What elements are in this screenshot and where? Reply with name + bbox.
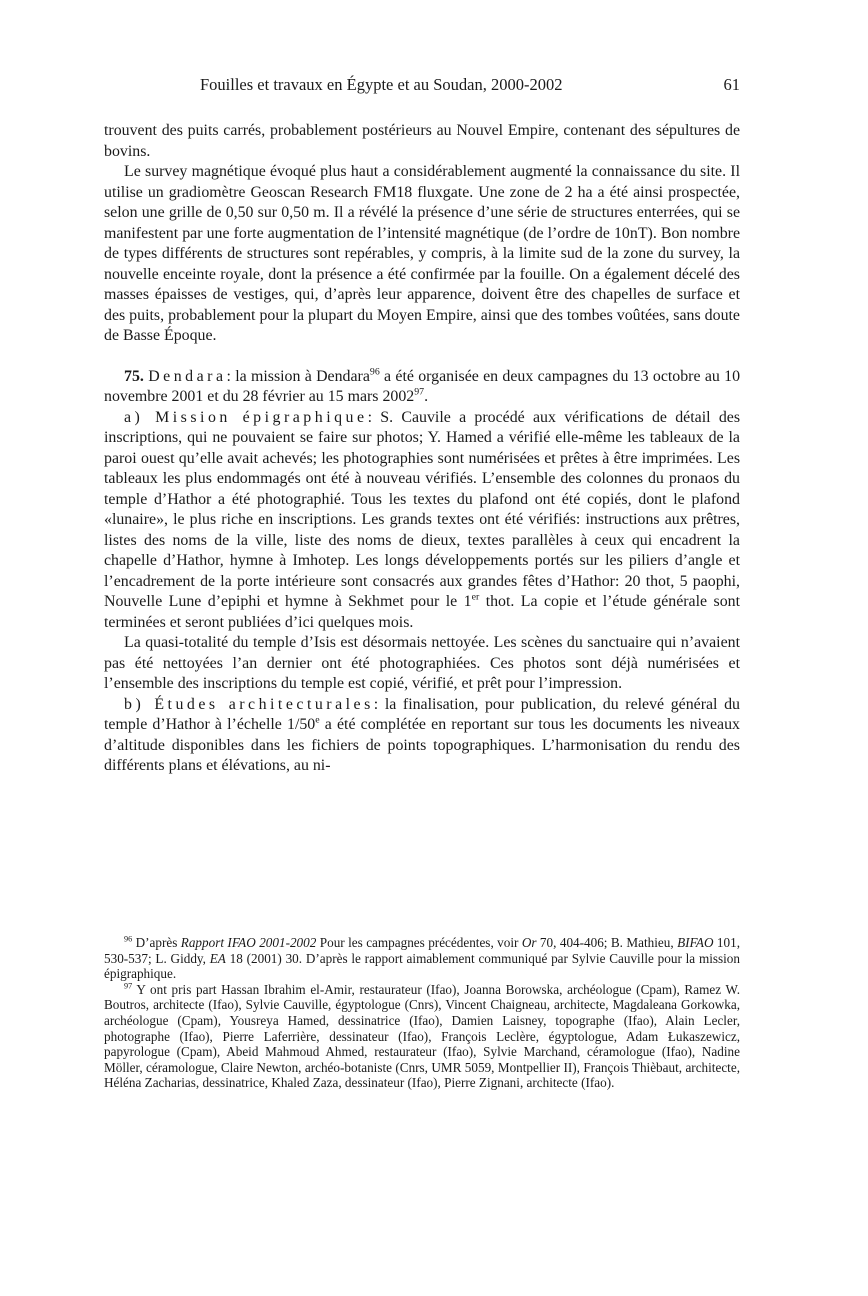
paragraph-survey: Le survey magnétique évoqué plus haut a considérablement augmenté la connaissance du site. Il utilise un gradiomètre Geoscan Research FM18 fluxgate. Une zone de 2 ha a été ainsi prospectée, selon une grille de 0,50 sur 0,50 m. Il a révélé la présence d’une série de structures enterrées, qui se manifestent par une forte augmentation de l’intensité magnétique (de l’ordre de 10nT). Bon nombre de types différents de structures sont repérables, y compris, à la limite sud de la zone du survey, la nouvelle enceinte royale, dont la présence a été confirmée par la fouille. On a également décelé des masses épaisses de vestiges, qui, d’après leur apparence, doivent être des chapelles de surface et des puits, probablement pour la plupart du Moyen Empire, ainsi que des tombes voûtées, sans doute de Basse Époque. xyxy=(104,163,740,344)
section-number: 75. xyxy=(124,367,144,385)
page-header xyxy=(104,74,740,96)
body-text xyxy=(104,121,740,777)
footnote-96: $^{96}$ D’après Rapport IFAO 2001-2002 Pour les campagnes précédentes, voir Or 70, 404-406; B. Mathieu, BIFAO 101, 530-537; L. Giddy, EA 18 (2001) 30. D’après le rapport aimablement communiqué par Sylvie Cauville pour la mission épigraphique. xyxy=(104,934,740,982)
paragraph-dendara-intro: 75. Dendara: la mission à Dendara$^{96}$ a été organisée en deux campagnes du 13 octobre au 10 novembre 2001 et du 28 février au 15 mars 2002$^{97}$. xyxy=(104,366,741,405)
footnote-ref-96: 96 xyxy=(369,366,380,378)
subsection-label-epigraphic: a) Mission épigraphique xyxy=(124,408,368,426)
running-title: Fouilles et travaux en Égypte et au Soudan, 2000-2002 xyxy=(200,75,563,94)
footnote-ref-97: 97 xyxy=(414,386,425,398)
paragraph-temple-isis: La quasi-totalité du temple d’Isis est désormais nettoyée. Les scènes du sanctuaire qui n’avaient pas été nettoyées l’an dernier ont été photographiées. Ces photos sont déjà numérisées et l’ensemble des inscriptions du temple est copié, vérifié, et prêt pour l’impression. xyxy=(104,634,740,692)
paragraph-continuation: trouvent des puits carrés, probablement postérieurs au Nouvel Empire, contenant des sépultures de bovins. xyxy=(104,122,740,160)
subsection-label-architectural: b) Études architecturales xyxy=(124,695,374,713)
page-number: 61 xyxy=(723,75,740,94)
paragraph-epigraphic-mission: a) Mission épigraphique: S. Cauvile a procédé aux vérifications de détail des inscriptions, qui ne pouvaient se faire sur photos; Y. Hamed a vérifié elle-même les tableaux de la paroi ouest qu’elle avait achevés; les photographies sont numérisées et prêtes à être imprimées. Les tableaux les plus endommagés ont été à nouveau vérifiés. L’ensemble des colonnes du pronaos du temple d’Hathor a été photographié. Tous les textes du plafond ont été copiés, dont le plafond «lunaire», le plus riche en inscriptions. Les grands textes ont été vérifiés: instructions aux prêtres, listes des noms de la ville, liste des noms de dieux, textes parallèles à ceux qui encadrent la chapelle d’Hathor, hymne à Imhotep. Les longs développements portés sur les piliers d’angle et l’encadrement de la porte intérieure sont consacrés aux grandes fêtes d’Hathor: 20 thot, 5 paophi, Nouvelle Lune d’epiphi et hymne à Sekhmet pour le 1er thot. La copie et l’étude générale sont terminées et seront publiées d’ici quelques mois. xyxy=(104,408,741,631)
footnote-97: $^{97}$ Y ont pris part Hassan Ibrahim el-Amir, restaurateur (Ifao), Joanna Borowska, archéologue (Cpam), Ramez W. Boutros, architecte (Ifao), Sylvie Cauville, égyptologue (Cnrs), Vincent Chaigneau, architecte, Magdaleana Gorkowka, archéologue (Cpam), Yousreya Hamed, dessinatrice (Ifao), Damien Laisney, topographe (Ifao), Alain Lecler, photographe (Ifao), Pierre Laferrière, dessinateur (Ifao), François Leclère, égyptologue, Adam Łukaszewicz, papyrologue (Cpam), Abeid Mahmoud Ahmed, restaurateur (Ifao), Sylvie Marchand, céramologue (Ifao), Nadine Möller, céramologue, Claire Newton, archéo-botaniste (Cnrs, UMR 5059, Montpellier II), François Thièbaut, architecte, Héléna Zacharias, dessinatrice, Khaled Zaza, dessinateur (Ifao), Pierre Zignani, architecte (Ifao). xyxy=(104,981,740,1091)
footnotes xyxy=(104,935,740,1091)
document-page xyxy=(104,0,740,1296)
site-name: Dendara xyxy=(148,367,227,385)
paragraph-architectural-studies: b) Études architecturales: la finalisation, pour publication, du relevé général du temple d’Hathor à l’échelle 1/50e a été complétée en reportant sur tous les documents les niveaux d’altitude disponibles dans les fichiers de points topographiques. L’harmonisation du rendu des différents plans et élévations, au ni- xyxy=(104,695,740,774)
